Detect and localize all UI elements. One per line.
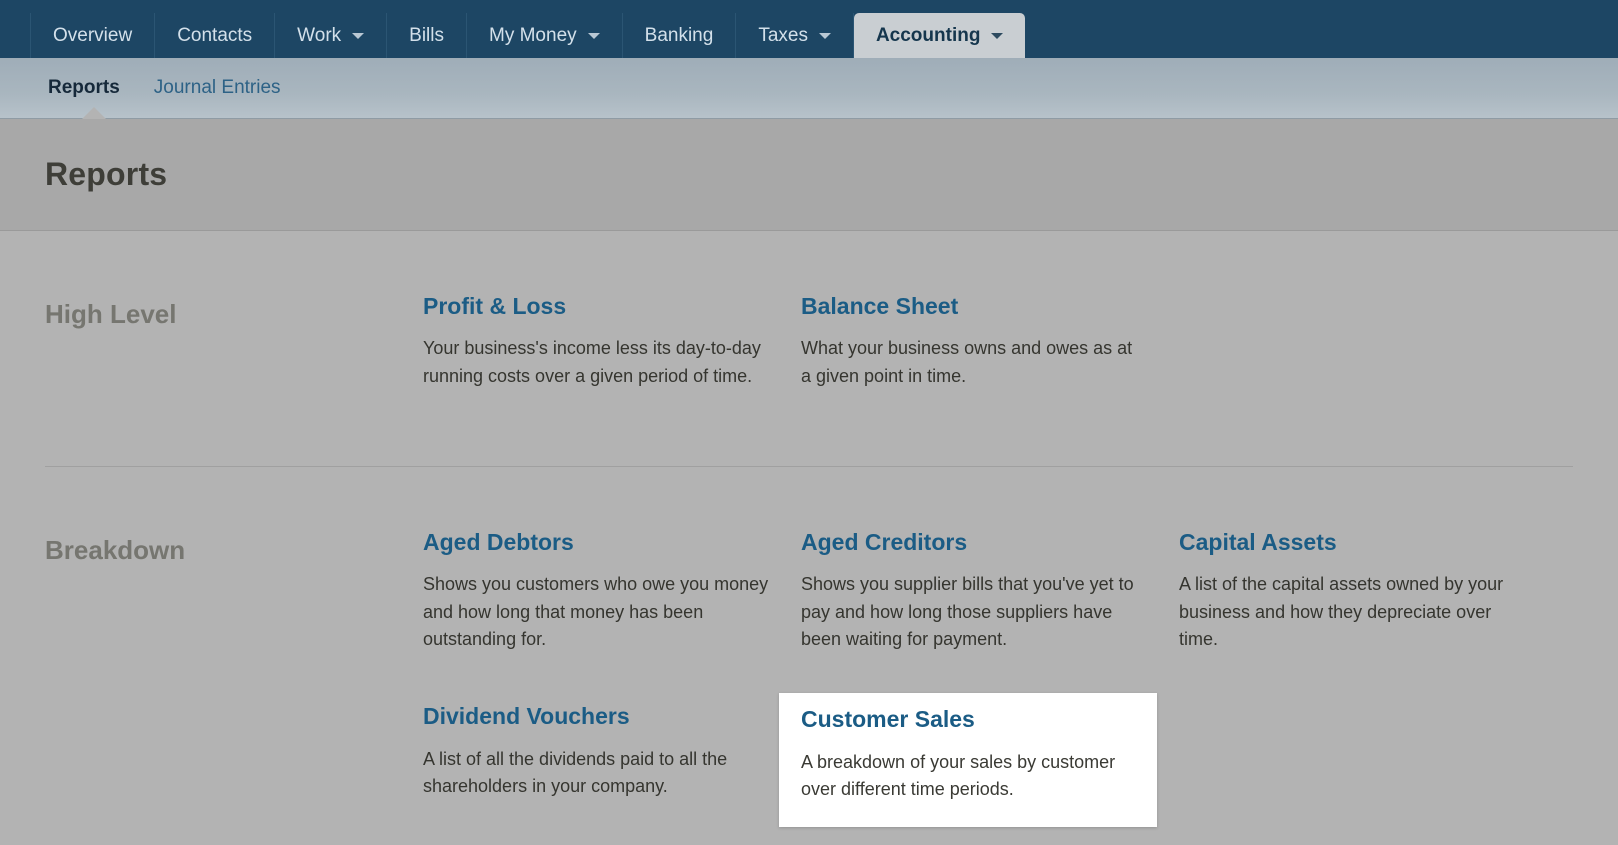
report-card-aged-debtors[interactable] xyxy=(423,519,801,675)
report-card-title[interactable]: Aged Creditors xyxy=(801,529,968,556)
topnav-item-label: Accounting xyxy=(875,24,981,46)
topnav-item-bills[interactable] xyxy=(387,13,467,58)
topnav-item-label: Work xyxy=(297,24,342,46)
topnav-item-banking[interactable] xyxy=(623,13,737,58)
report-card-customer-sales[interactable] xyxy=(779,693,1157,827)
active-tab-pointer-icon xyxy=(82,107,106,119)
report-card-profit-loss[interactable] xyxy=(423,283,801,412)
report-section-label: Breakdown xyxy=(45,535,186,566)
topnav-item-work[interactable] xyxy=(275,13,387,58)
chevron-down-icon xyxy=(352,33,364,39)
topnav-item-label: Taxes xyxy=(758,24,808,46)
page-title-band xyxy=(0,119,1618,231)
report-card-group xyxy=(423,283,1573,430)
report-card-title[interactable]: Profit & Loss xyxy=(423,293,567,319)
chevron-down-icon xyxy=(819,33,831,39)
chevron-down-icon xyxy=(588,33,600,39)
report-card-group xyxy=(423,519,1573,845)
reports-content xyxy=(0,231,1618,845)
report-card-description: Your business's income less its day-to-day running costs over a given period of time. xyxy=(423,338,761,386)
topnav-item-label: Contacts xyxy=(177,24,253,46)
report-card-title[interactable]: Capital Assets xyxy=(1179,529,1337,556)
report-card-title[interactable]: Aged Debtors xyxy=(423,529,574,556)
page-title: Reports xyxy=(45,156,168,192)
report-card-title[interactable]: Dividend Vouchers xyxy=(423,703,630,730)
report-card-description: A list of all the dividends paid to all the shareholders in your company. xyxy=(423,748,728,797)
report-card-description: Shows you supplier bills that you've yet to pay and how long those suppliers have been waiting for payment. xyxy=(801,574,1134,650)
topnav-item-contacts[interactable] xyxy=(155,13,275,58)
report-card-capital-assets[interactable] xyxy=(1179,519,1557,675)
top-navigation-bar xyxy=(0,0,1618,58)
topnav-item-taxes[interactable] xyxy=(736,13,854,58)
subnav-item-journal-entries[interactable]: Journal Entries xyxy=(153,77,281,98)
report-section xyxy=(45,231,1573,430)
topnav-item-label: Banking xyxy=(644,24,714,46)
report-section-label: High Level xyxy=(45,299,177,329)
report-card-title[interactable]: Customer Sales xyxy=(801,706,975,733)
topnav-item-accounting[interactable] xyxy=(854,13,1026,58)
report-card-description: Shows you customers who owe you money and how long that money has been outstanding for. xyxy=(423,574,769,650)
topnav-item-my-money[interactable] xyxy=(467,13,623,58)
report-card-balance-sheet[interactable] xyxy=(801,283,1179,412)
topnav-item-label: Overview xyxy=(53,24,133,46)
chevron-down-icon xyxy=(991,33,1003,39)
topnav-item-label: Bills xyxy=(409,24,444,46)
report-card-description: A breakdown of your sales by customer over different time periods. xyxy=(801,751,1116,800)
report-section xyxy=(45,466,1573,845)
topnav-item-label: My Money xyxy=(489,24,577,46)
report-card-dividend-vouchers[interactable] xyxy=(423,693,801,827)
report-card-title[interactable]: Balance Sheet xyxy=(801,293,959,319)
report-card-aged-creditors[interactable] xyxy=(801,519,1179,675)
sub-navigation-bar xyxy=(0,58,1618,119)
report-card-description: A list of the capital assets owned by your business and how they depreciate over time. xyxy=(1179,574,1504,650)
report-card-description: What your business owns and owes as at a given point in time. xyxy=(801,338,1133,386)
topnav-item-overview[interactable] xyxy=(30,13,155,58)
subnav-item-reports[interactable]: Reports xyxy=(48,77,120,98)
